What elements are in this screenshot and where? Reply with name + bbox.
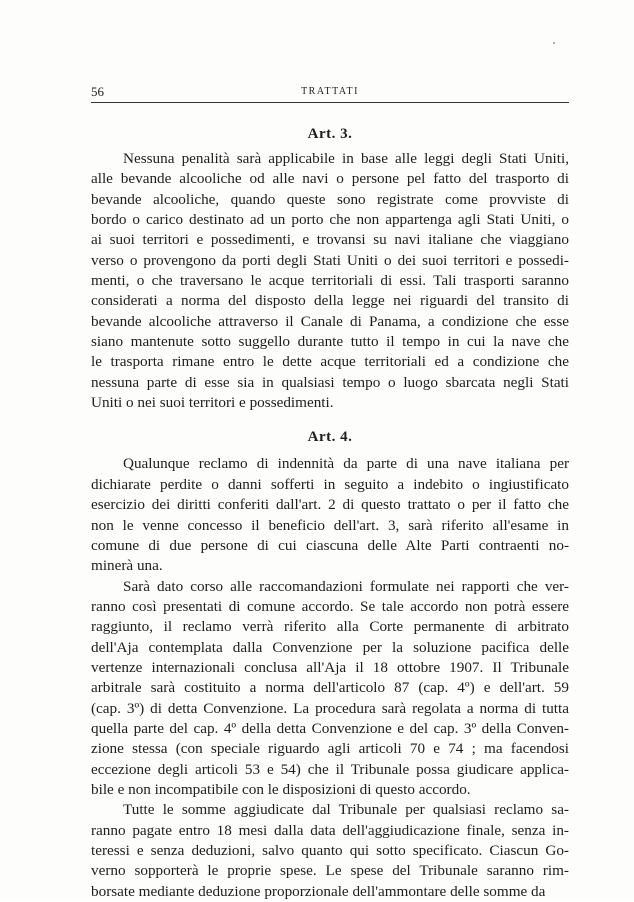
- text-line: non le venne concesso il beneficio dell'art. 3, sarà riferito all'esame in: [91, 516, 569, 534]
- text-line: bevande alcooliche, quando queste sono registrate come provviste di: [91, 190, 569, 208]
- text-line: ranno pagate entro 18 mesi dalla data dell'aggiudicazione finale, senza in-: [91, 821, 569, 839]
- text-line: arbitrale sarà costituito a norma dell'articolo 87 (cap. 4º) e dell'art. 59: [91, 679, 569, 697]
- body-text: [91, 124, 569, 902]
- page-number: 56: [91, 84, 104, 99]
- text-line: Tutte le somme aggiudicate dal Tribunale per qualsiasi reclamo sa-: [123, 801, 569, 819]
- page-speck: [553, 42, 555, 44]
- article-4-paragraph: [91, 800, 569, 902]
- article-4-paragraph: [91, 454, 569, 576]
- text-line: le trasporta rimane entro le dette acque territoriali ed a condizione che: [91, 353, 569, 371]
- text-line: nessuna parte di esse sia in qualsiasi tempo o luogo sbarcata negli Stati: [91, 373, 569, 391]
- article-4-body: [91, 454, 569, 902]
- text-line: raggiunto, il reclamo verrà riferito alla Corte permanente di arbitrato: [91, 618, 569, 636]
- page-header: [91, 84, 569, 100]
- text-line: considerati a norma del disposto della legge nei riguardi del transito di: [91, 292, 569, 310]
- article-3-paragraph: [91, 149, 569, 413]
- running-head: TRATTATI: [301, 86, 359, 97]
- text-line: Nessuna penalità sarà applicabile in base alle leggi degli Stati Uniti,: [123, 150, 569, 167]
- article-3-body: [91, 149, 569, 413]
- text-line: ai suoi territori e possedimenti, e trovansi su navi italiane che viaggiano: [91, 231, 569, 249]
- text-line: menti, o che traversano le acque territoriali di essi. Tali trasporti saranno: [91, 272, 569, 290]
- text-line: teressi e senza deduzioni, salvo quanto qui sotto specificato. Ciascun Go-: [91, 842, 569, 859]
- text-line: quella parte del cap. 4º della detta Convenzione e del cap. 3º della Conven-: [91, 719, 569, 737]
- text-line: comune di due persone di cui ciascuna delle Alte Parti contraenti no-: [91, 536, 569, 554]
- text-line: alle bevande alcooliche od alle navi o persone pel fatto del trasporto di: [91, 170, 569, 188]
- article-4-heading: Art. 4.: [307, 429, 353, 446]
- text-line: verno sopporterà le proprie spese. Le spese del Tribunale saranno rim-: [91, 862, 569, 880]
- text-line: verso o provengono da porti degli Stati Uniti o dei suoi territori e possedi-: [91, 251, 569, 269]
- text-line: eccezione degli articoli 53 e 54) che il Tribunale possa giudicare applica-: [91, 760, 569, 778]
- text-line: bevande alcooliche attraverso il Canale di Panama, a condizione che esse: [91, 312, 569, 330]
- text-line: Uniti o nei suoi territori e possedimenti.: [91, 394, 334, 412]
- article-4-paragraph: [91, 577, 569, 801]
- text-line: Qualunque reclamo di indennità da parte di una nave italiana per: [123, 455, 569, 473]
- text-line: dell'Aja contemplata dalla Convenzione per la soluzione pacifica delle: [91, 638, 569, 656]
- text-line: siano mantenute sotto suggello durante tutto il tempo in cui la nave che: [91, 333, 569, 351]
- text-line: borsate mediante deduzione proporzionale dell'ammontare delle somme da: [91, 882, 546, 900]
- text-line: bordo o carico destinato ad un porto che non appartenga agli Stati Uniti, o: [91, 211, 569, 229]
- text-line: minerà una.: [91, 557, 163, 575]
- text-line: vertenze internazionali conclusa all'Aja il 18 ottobre 1907. Il Tribunale: [91, 658, 569, 676]
- header-rule: [91, 102, 569, 103]
- text-line: bile e non incompatibile con le disposizioni di questo accordo.: [91, 780, 471, 798]
- text-line: Sarà dato corso alle raccomandazioni formulate nei rapporti che ver-: [123, 577, 569, 595]
- text-line: zione stessa (con speciale riguardo agli articoli 70 e 74 ; ma facendosi: [91, 740, 569, 758]
- text-line: (cap. 3º) di detta Convenzione. La procedura sarà regolata a norma di tutta: [91, 699, 569, 717]
- text-line: dichiarate perdite o danni sofferti in seguito a indebito o ingiustificato: [91, 475, 569, 493]
- text-line: esercizio dei diritti conferiti dall'art. 2 di questo trattato o per il fatto che: [91, 496, 569, 514]
- article-3-heading: Art. 3.: [307, 126, 353, 142]
- text-line: ranno così presentati di comune accordo. Se tale accordo non potrà essere: [91, 597, 569, 615]
